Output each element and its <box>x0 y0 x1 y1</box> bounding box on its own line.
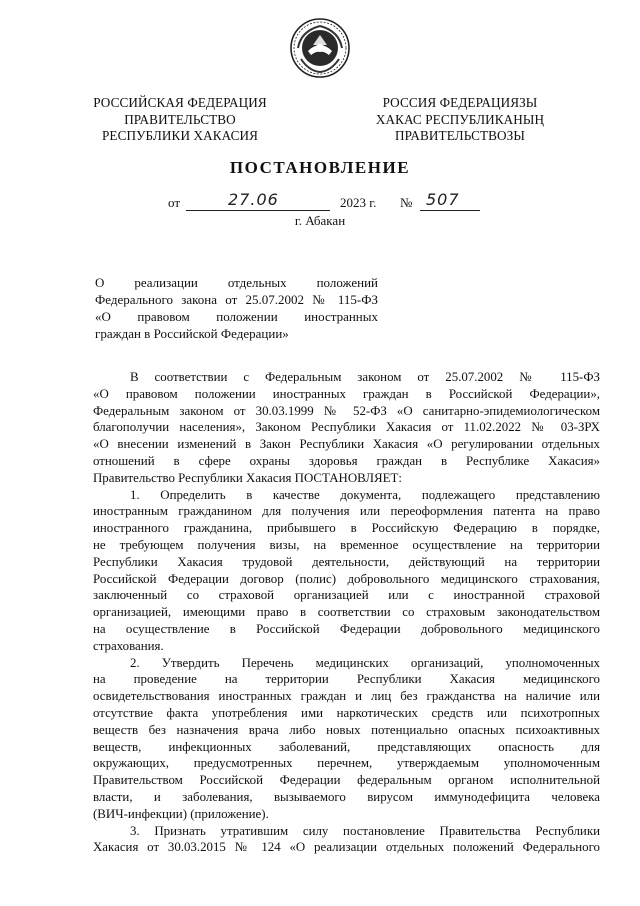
date-prefix: от <box>168 195 181 210</box>
body-line: власти, и заболевания, вызываемого вирусом иммунодефицита человека <box>93 789 600 804</box>
header-right-line: РОССИЯ ФЕДЕРАЦИЯЗЫ <box>382 95 538 110</box>
handwritten-number: 507 <box>426 190 460 209</box>
body-line: 1. Определить в качестве документа, подлежащего представлению <box>130 487 600 502</box>
number-sign: № <box>400 195 413 210</box>
header-left-line: РЕСПУБЛИКИ ХАКАСИЯ <box>102 128 258 143</box>
header-right-line: ПРАВИТЕЛЬСТВОЗЫ <box>395 128 525 143</box>
header-left-line: РОССИЙСКАЯ ФЕДЕРАЦИЯ <box>93 95 267 110</box>
coat-of-arms-emblem <box>289 17 351 79</box>
body-line: на осуществление в Российской Федерации добровольного медицинского <box>93 621 600 636</box>
body-line: веществ без назначения врача либо новых потенциально опасных психоактивных <box>93 722 600 737</box>
subject-line: Федерального закона от 25.07.2002 № 115-ФЗ <box>95 292 378 307</box>
body-line: Хакасия от 30.03.2015 № 124 «О реализации отдельных положений Федерального <box>93 840 600 855</box>
document-title: ПОСТАНОВЛЕНИЕ <box>229 158 411 177</box>
body-line: иностранного гражданина, прибывшего в Российскую Федерацию в порядке, <box>93 521 600 536</box>
date-number-row <box>168 190 508 213</box>
subject-line: «О правовом положении иностранных <box>95 309 378 324</box>
body-line: «О внесении изменений в Закон Республики Хакасия «О регулировании отдельных <box>93 437 600 452</box>
body-line: Правительство Республики Хакасия ПОСТАНОВЛЯЕТ: <box>93 470 402 485</box>
body-line: 3. Признать утратившим силу постановление Правительства Республики <box>130 823 600 838</box>
body-line: благополучии населения», Законом Республики Хакасия от 11.02.2022 № 03-ЗРХ <box>93 420 600 435</box>
body-line: В соответствии с Федеральным законом от 25.07.2002 № 115-ФЗ <box>130 370 600 384</box>
header-right-block <box>360 95 560 145</box>
body-line: на проведение на территории Республики Хакасия медицинского <box>93 672 600 687</box>
subject-block <box>95 274 378 342</box>
body-line: Республики Хакасия трудовой деятельности, действующий на территории <box>93 554 600 569</box>
header-left-line: ПРАВИТЕЛЬСТВО <box>124 111 236 127</box>
body-line: окружающих, предусмотренных перечнем, утверждаемым уполномоченным <box>93 756 600 771</box>
body-line: отсутствие факта употребления ими наркотических средств или психотропных <box>93 705 600 720</box>
body-text <box>93 369 600 856</box>
body-line: освидетельствования иностранных граждан и лиц без гражданства на наличие или <box>93 689 600 704</box>
handwritten-date: 27.06 <box>228 190 279 209</box>
body-line: не требующем получения визы, на временное осуществление на территории <box>93 537 600 552</box>
body-line: Федеральным законом от 30.03.1999 № 52-ФЗ «О санитарно-эпидемиологическом <box>93 403 600 418</box>
body-line: организацией, имеющими право в соответствии со страховым законодательством <box>93 605 600 620</box>
date-year: 2023 г. <box>340 195 377 210</box>
header-right-line: ХАКАС РЕСПУБЛИКАНЫҢ <box>375 111 545 127</box>
body-line: отношений в сфере охраны здоровья граждан в Республике Хакасия» <box>93 453 600 468</box>
city-line: г. Абакан <box>294 213 346 228</box>
body-line: (ВИЧ-инфекции) (приложение). <box>93 806 269 821</box>
subject-line: граждан в Российской Федерации» <box>95 326 289 341</box>
body-line: Правительством Российской Федерации федеральным органом исполнительной <box>93 773 600 788</box>
body-line: иностранным гражданином для получения или переоформления патента на право <box>93 504 600 519</box>
body-line: Российской Федерации договор (полис) добровольного медицинского страхования, <box>93 571 600 586</box>
body-line: веществ, инфекционных заболеваний, представляющих опасность для <box>93 739 600 754</box>
body-line: «О правовом положении иностранных граждан в Российской Федерации», <box>93 386 600 401</box>
body-line: заключенный со страховой организацией или с иностранной страховой <box>93 588 600 603</box>
subject-line: О реализации отдельных положений <box>95 275 378 290</box>
body-line: страхования. <box>93 638 164 653</box>
header-left-block <box>80 95 280 145</box>
body-line: 2. Утвердить Перечень медицинских организаций, уполномоченных <box>130 655 600 670</box>
